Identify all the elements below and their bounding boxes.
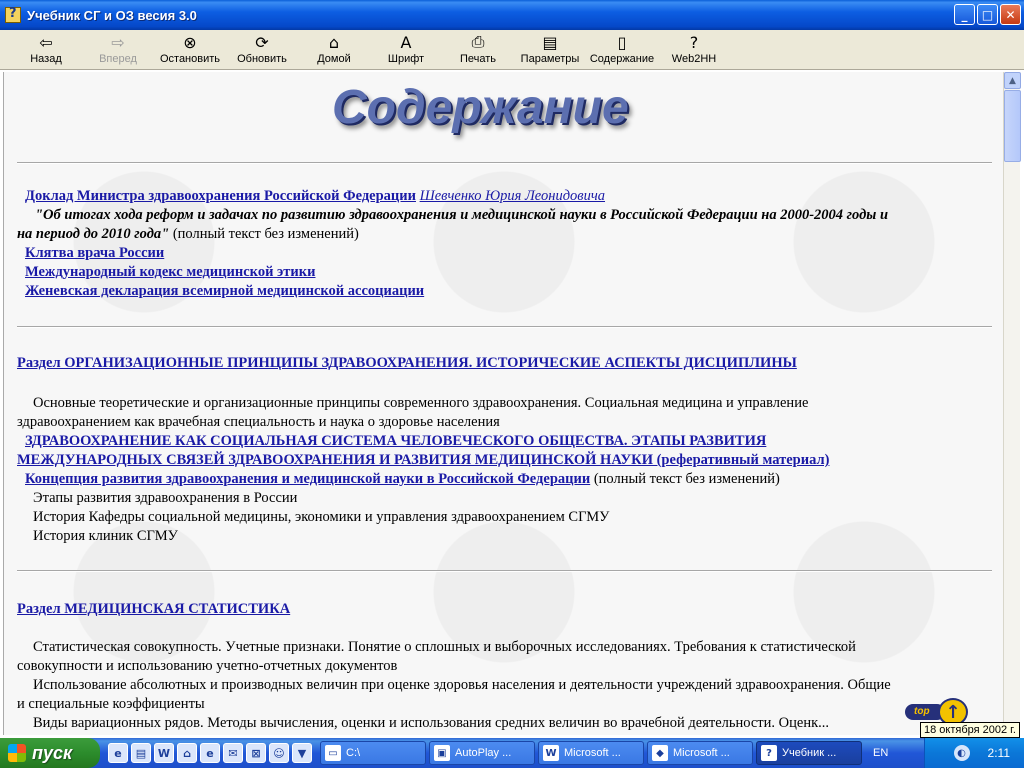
options-icon: ▤ [542,32,558,52]
help-book-icon: ? [761,745,777,761]
up-arrow-icon: ↑ [938,698,968,726]
options-button[interactable]: ▤ Параметры [520,32,580,65]
section2-p3-line1: Виды вариационных рядов. Методы вычисления, оценки и использования средних величин во врачебной деятельности. Оценк... [33,715,829,731]
report-author-link[interactable]: Шевченко Юрия Леонидовича [419,188,606,204]
taskbar-item-textbook[interactable]: ? Учебник ... [756,741,862,765]
stop-icon: ⊗ [183,32,197,52]
start-button[interactable]: пуск [0,738,100,768]
font-icon: A [400,32,412,52]
mail-icon[interactable]: ✉ [223,743,243,763]
section1-text-line2: здравоохранением как врачебная специальность и наука о здоровье населения [17,414,500,430]
quick-launch [108,743,312,763]
taskbar-item-word[interactable]: W Microsoft ... [538,741,644,765]
windows-flag-icon [8,744,26,762]
download-icon[interactable]: ▼ [292,743,312,763]
back-arrow-icon: ⇦ [39,32,53,52]
contents-button[interactable]: ▯ Содержание [589,32,655,65]
forward-button[interactable]: ⇨ Вперед [99,32,137,65]
toolbar [0,30,1024,70]
window-controls [954,4,1021,25]
visio-icon: ◆ [652,745,668,761]
browser-icon[interactable]: e [200,743,220,763]
language-indicator[interactable]: EN [873,747,889,759]
content-pane[interactable]: Содержание Доклад Министра здравоохранения Российской Федерации Шевченко Юрия Леонидовича "Об итогах хода реформ и задачах по развитию здравоохранения и медицинской науки в Российской Федерации на 2000-2004 годы и на период до 2010 года" (полный текст без изменений) Клятва врача России Международный кодекс медицинской этики Женевская декларация всемирной медицинской ассоциации Раздел ОРГАНИЗАЦИОННЫЕ ПРИНЦИПЫ ЗДРАВООХРАНЕНИЯ. ИСТОРИЧЕСКИЕ АСПЕКТЫ ДИСЦИПЛИНЫ Основные теоретические и организационные принципы современного здравоохранения. Социальная медицина и управление здравоохранением как врачебная специальность и наука о здоровье населения ЗДРАВООХРАНЕНИЕ КАК СОЦИАЛЬНАЯ СИСТЕМА ЧЕЛОВЕЧЕСКОГО ОБЩЕСТВА. ЭТАПЫ РАЗВИТИЯ МЕЖДУНАРОДНЫХ СВЯЗЕЙ ЗДРАВООХРАНЕНИЯ И РАЗВИТИЯ МЕДИЦИНСКОЙ НАУКИ (реферативный материал) Концепция развития здравоохранения и медицинской науки в Российской Федерации (полный текст без изменений) Этапы развития здравоохранения в России История Кафедры социальной медицины, экономики и управления здравоохранением СГМУ История клиник СГМУ Раздел МЕДИЦИНСКАЯ СТАТИСТИКА Статистическая совокупность. Учетные признаки. Понятие о сплошных и выборочных исследованиях. Требования к статистической совокупности и использованию учетно-отчетных документов Использование абсолютных и производных величин при оценке здоровья населения и деятельности учреждений здравоохранения. Общие и специальные коэффициенты Виды вариационных рядов. Методы вычисления, оценки и использования средних величин во врачебной деятельности. Оценк... [3,72,1003,735]
divider [17,570,992,572]
oath-link[interactable]: Клятва врача России [25,245,165,261]
geneva-declaration-link[interactable]: Женевская декларация всемирной медицинской ассоциации [25,283,425,299]
scroll-thumb[interactable] [1004,90,1021,162]
window-title: Учебник СГ и ОЗ весия 3.0 [27,7,197,23]
web2hh-button[interactable]: ? Web2HH [671,32,717,65]
drive-icon: ▭ [325,745,341,761]
ethics-code-link[interactable]: Международный кодекс медицинской этики [25,264,316,280]
divider [17,326,992,328]
maximize-button[interactable]: □ [977,4,998,25]
folder-icon[interactable]: ⌂ [177,743,197,763]
section2-p1-line2: совокупности и использованию учетно-отчетных документов [17,658,398,674]
section1-title-link[interactable]: Раздел ОРГАНИЗАЦИОННЫЕ ПРИНЦИПЫ ЗДРАВООХРАНЕНИЯ. ИСТОРИЧЕСКИЕ АСПЕКТЫ ДИСЦИПЛИНЫ [17,355,797,371]
list-item: Этапы развития здравоохранения в России [33,490,298,506]
word-icon[interactable]: W [154,743,174,763]
system-tray [924,738,1024,768]
tray-app-icon[interactable]: ◐ [954,745,970,761]
refresh-button[interactable]: ⟳ Обновить [237,32,287,65]
ie-icon[interactable]: e [108,743,128,763]
section2-p2-line1: Использование абсолютных и производных величин при оценке здоровья населения и деятельности учреждений здравоохранения. Общие [33,677,891,693]
show-desktop-icon[interactable]: ▤ [131,743,151,763]
web2hh-icon: ? [689,32,699,52]
back-button[interactable]: ⇦ Назад [30,32,62,65]
close-button[interactable]: ✕ [1000,4,1021,25]
taskbar-item-autoplay[interactable]: ▣ AutoPlay ... [429,741,535,765]
vertical-scrollbar[interactable] [1003,72,1020,735]
messenger-icon[interactable]: ☺ [269,743,289,763]
taskbar-item-microsoft[interactable]: ◆ Microsoft ... [647,741,753,765]
print-button[interactable]: ⎙ Печать [459,32,497,65]
word-icon: W [543,745,559,761]
top-label: top [905,704,945,720]
date-tooltip: 18 октября 2002 г. [920,722,1020,738]
taskbar [0,738,1024,768]
clock[interactable]: 2:11 [987,746,1010,760]
healthcare-system-link-line1[interactable]: ЗДРАВООХРАНЕНИЕ КАК СОЦИАЛЬНАЯ СИСТЕМА ЧЕЛОВЕЧЕСКОГО ОБЩЕСТВА. ЭТАПЫ РАЗВИТИЯ [25,433,767,449]
help-book-icon [5,7,21,23]
contents-icon: ▯ [617,32,627,52]
app-icon[interactable]: ⊠ [246,743,266,763]
printer-icon: ⎙ [471,32,485,51]
page-heading: Содержание [332,81,629,134]
report-quote-line1: "Об итогах хода реформ и задачах по развитию здравоохранения и медицинской науки в Российской Федерации на 2000-2004 годы и [35,207,889,223]
taskbar-item-explorer[interactable]: ▭ C:\ [320,741,426,765]
list-item: История Кафедры социальной медицины, экономики и управления здравоохранением СГМУ [33,509,610,525]
forward-arrow-icon: ⇨ [111,32,125,52]
report-link[interactable]: Доклад Министра здравоохранения Российской Федерации [25,188,416,204]
scroll-up-arrow-icon[interactable]: ▲ [1004,72,1021,89]
report-line [25,187,605,206]
list-item: История клиник СГМУ [33,528,178,544]
healthcare-system-link-line2[interactable]: МЕЖДУНАРОДНЫХ СВЯЗЕЙ ЗДРАВООХРАНЕНИЯ И РАЗВИТИЯ МЕДИЦИНСКОЙ НАУКИ (реферативный материал) [17,452,830,468]
section2-p2-line2: и специальные коэффициенты [17,696,205,712]
font-button[interactable]: A Шрифт [387,32,425,65]
autoplay-icon: ▣ [434,745,450,761]
refresh-icon: ⟳ [255,32,269,52]
home-icon: ⌂ [328,32,340,52]
report-quote-line2: на период до 2010 года" (полный текст без изменений) [17,226,359,242]
minimize-button[interactable]: _ [954,4,975,25]
home-button[interactable]: ⌂ Домой [317,32,351,65]
divider [17,162,992,164]
concept-link[interactable]: Концепция развития здравоохранения и медицинской науки в Российской Федерации [25,471,591,487]
section2-p1-line1: Статистическая совокупность. Учетные признаки. Понятие о сплошных и выборочных исследованиях. Требования к статистической [33,639,856,655]
stop-button[interactable]: ⊗ Остановить [159,32,221,65]
section2-title-link[interactable]: Раздел МЕДИЦИНСКАЯ СТАТИСТИКА [17,601,291,617]
window-title-bar[interactable] [0,0,1024,30]
section1-text-line1: Основные теоретические и организационные принципы современного здравоохранения. Социальная медицина и управление [33,395,809,411]
